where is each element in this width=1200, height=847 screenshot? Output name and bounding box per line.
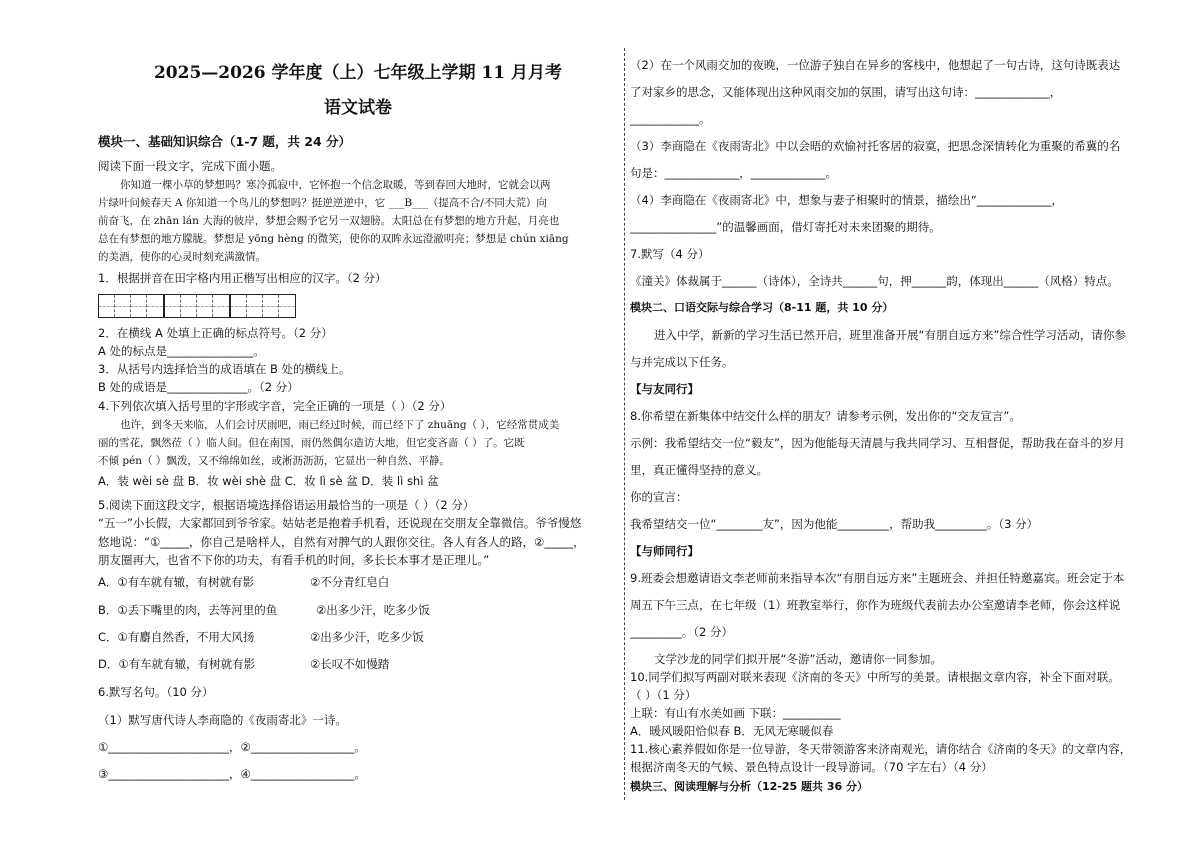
q6-2-line-2[interactable]: 了对家乡的思念，又能体现出这种风雨交加的氛围，请写出这句诗：_____________， xyxy=(630,85,1062,99)
tianzige-group-1[interactable] xyxy=(98,294,164,318)
question-4: 4.下列依次填入括号里的字形或字音，完全正确的一项是（ ）（2 分） xyxy=(98,399,452,413)
q5-option-c-1[interactable]: C．①有麝自然香，不用大风扬 xyxy=(98,630,255,644)
column-divider xyxy=(624,48,626,800)
question-9-line-2: 周五下午三点，在七年级（1）班教室举行，你作为班级代表前去办公室邀请李老师，你会这样说 xyxy=(630,598,1121,612)
question-3: 3．从括号内选择恰当的成语填在 B 处的横线上。 xyxy=(98,362,351,376)
q5-passage-1: “五一”小长假，大家都回到爷爷家。姑姑老是抱着手机看，还说现在交朋友全靠微信。爷爷慢悠 xyxy=(98,516,582,530)
q5-option-d-2[interactable]: ②长叹不如慢踏 xyxy=(310,657,390,671)
q6-2-line-3[interactable]: ____________。 xyxy=(630,112,711,126)
question-7: 7.默写（4 分） xyxy=(630,247,710,261)
q4-passage-3: 不倾 pén（ ）飘泼，又不绵绵如丝，或淅沥沥沥，它显出一种自然、平静。 xyxy=(98,455,450,467)
q8-declaration-label: 你的宣言： xyxy=(630,490,688,504)
question-9-line-1: 9.班委会想邀请语文李老师前来指导本次“有朋自远方来”主题班会、并担任特邀嘉宾。班会定于本 xyxy=(630,571,1125,585)
question-9-blank[interactable]: _________。（2 分） xyxy=(630,625,733,639)
question-6: 6.默写名句。（10 分） xyxy=(98,685,214,699)
q5-option-c-2[interactable]: ②出多少汗，吃多少饭 xyxy=(310,630,424,644)
tianzige-group-3[interactable] xyxy=(230,294,296,318)
q8-declaration-blanks[interactable]: 我希望结交一位“________友”，因为他能_________，帮助我_________。（3 分） xyxy=(630,517,1039,531)
section-with-friends: 【与友同行】 xyxy=(630,382,699,396)
question-6-1: （1）默写唐代诗人李商隐的《夜雨寄北》一诗。 xyxy=(98,713,347,727)
question-10: 10.同学们拟写两副对联来表现《济南的冬天》中所写的美景。请根据文章内容，补全下面对联。 xyxy=(630,670,1120,684)
q6-4-line-1[interactable]: （4）李商隐在《夜雨寄北》中，想象与妻子相聚时的情景，描绘出“_____________， xyxy=(630,193,1064,207)
question-2: 2．在横线 A 处填上正确的标点符号。（2 分） xyxy=(98,326,333,340)
q4-passage-2: 丽的雪花，飘然莅（ ）临人间。但在南国，雨仍然偶尔造访大地，但它变吝啬（ ）了。它既 xyxy=(98,437,525,449)
module1-heading: 模块一、基础知识综合（1-7 题，共 24 分） xyxy=(98,134,352,149)
passage-line-2: 片绿叶问候春天 A 你知道一个鸟儿的梦想吗？挺逆逆逆中，它 ___B___（提高不合/不同大荒）向 xyxy=(98,197,547,209)
q6-3-line-2[interactable]: 句是：_____________，_____________。 xyxy=(630,166,837,180)
q5-passage-3: 朋友圈再大，也省不下你的功夫，有看手机的时间，多长长本事才是正理儿。” xyxy=(98,553,490,567)
passage-line-3: 前奋飞，在 zhān lán 大海的彼岸，梦想会赐予它另一双翅膀。太阳总在有梦想的地方升起，月亮也 xyxy=(98,215,560,227)
passage-line-4: 总在有梦想的地方朦胧。梦想是 yōng hèng 的微笑，使你的双眸永远澄澈明亮；梦想是 chún xiāng xyxy=(98,233,569,245)
page-title: 2025—2026 学年度（上）七年级上学期 11 月月考 xyxy=(153,63,563,83)
question-8: 8.你希望在新集体中结交什么样的朋友？请参考示例，发出你的“交友宣言”。 xyxy=(630,409,1021,423)
q6-4-line-2[interactable]: _______________”的温馨画面，借灯寄托对未来团聚的期待。 xyxy=(630,220,941,234)
question-2-answer[interactable]: A 处的标点是_______________。 xyxy=(98,344,265,358)
question-6-blanks-1[interactable]: ①_____________________，②__________________。 xyxy=(98,740,366,754)
reading-intro: 阅读下面一段文字，完成下面小题。 xyxy=(98,159,282,173)
module3-heading: 模块三、阅读理解与分析（12-25 题共 36 分） xyxy=(630,780,868,793)
q4-passage-1: 也许，到冬天来临，人们会讨厌雨吧，雨已经过时候，而已经下了 zhuāng（ ），它经常贯成美 xyxy=(120,419,560,431)
question-5: 5.阅读下面这段文字，根据语境选择俗语运用最恰当的一项是（ ）（2 分） xyxy=(98,498,475,512)
module2-intro-1: 进入中学，新新的学习生活已然开启，班里准备开展“有朋自远方来”综合性学习活动，请你参 xyxy=(654,328,1126,342)
passage-line-5: 的美酒，使你的心灵时刻充满激情。 xyxy=(98,251,266,263)
question-7-blanks[interactable]: 《潼关》体裁属于______（诗体），全诗共______句，押______韵，体现出______（风格）特点。 xyxy=(630,274,1119,288)
tianzige-grid[interactable] xyxy=(98,294,296,318)
question-11-line-1: 11.核心素养假如你是一位导游，冬天带领游客来济南观光，请你结合《济南的冬天》的文章内容， xyxy=(630,742,1132,756)
q5-option-b-1[interactable]: B．①丢下嘴里的肉，去等河里的鱼 xyxy=(98,603,278,617)
module2-heading: 模块二、口语交际与综合学习（8-11 题，共 10 分） xyxy=(630,301,894,314)
page-subtitle: 语文试卷 xyxy=(324,98,392,118)
q5-option-d-1[interactable]: D．①有车就有辙，有树就有影 xyxy=(98,657,256,671)
q5-option-a-2[interactable]: ②不分青红皂白 xyxy=(310,575,390,589)
question-1: 1．根据拼音在田字格内用正楷写出相应的汉字。（2 分） xyxy=(98,271,387,285)
q6-3-line-1: （3）李商隐在《夜雨寄北》中以会晤的欢愉衬托客居的寂寞，把思念深情转化为重聚的希冀的名 xyxy=(630,139,1121,153)
question-11-line-2: 根据济南冬天的气候、景色特点设计一段导游词。（70 字左右）（4 分） xyxy=(630,760,993,774)
question-10-options[interactable]: A．暖风暖阳恰似春 B．无风无寒暖似春 xyxy=(630,724,834,738)
question-10-couplet[interactable]: 上联：有山有水美如画 下联：__________ xyxy=(630,706,841,720)
q5-option-b-2[interactable]: ②出多少汗，吃多少饭 xyxy=(316,603,430,617)
q8-example-1: 示例：我希望结交一位“毅友”，因为他能每天清晨与我共同学习、互相督促，帮助我在奋斗的岁月 xyxy=(630,436,1125,450)
section-with-teacher: 【与师同行】 xyxy=(630,544,699,558)
question-6-blanks-2[interactable]: ③_____________________，④__________________。 xyxy=(98,767,366,781)
q10-intro: 文学沙龙的同学们拟开展“冬游”活动，邀请你一同参加。 xyxy=(654,652,942,666)
question-3-answer[interactable]: B 处的成语是______________。（2 分） xyxy=(98,380,299,394)
q8-example-2: 里，真正懂得坚持的意义。 xyxy=(630,463,768,477)
tianzige-group-2[interactable] xyxy=(164,294,230,318)
passage-line-1: 你知道一棵小草的梦想吗？寒冷孤寂中，它怀抱一个信念取暖，等到春回大地时，它就会以两 xyxy=(120,179,551,191)
module2-intro-2: 与并完成以下任务。 xyxy=(630,355,734,369)
q5-option-a-1[interactable]: A．①有车就有辙，有树就有影 xyxy=(98,575,255,589)
question-10-bracket[interactable]: （ ）（1 分） xyxy=(630,688,697,702)
q4-options[interactable]: A．装 wèi sè 盘 B．妆 wèi shè 盘 C．妆 lì sè 盆 D．装 lì shì 盆 xyxy=(98,474,439,488)
q5-passage-2: 悠地说：“①_____，你自己是啥样人，自然有对脾气的人跟你交往。各人有各人的路，②_____， xyxy=(98,535,585,549)
q6-2-line-1: （2）在一个风雨交加的夜晚，一位游子独自在异乡的客栈中，他想起了一句古诗，这句诗既表达 xyxy=(630,58,1121,72)
